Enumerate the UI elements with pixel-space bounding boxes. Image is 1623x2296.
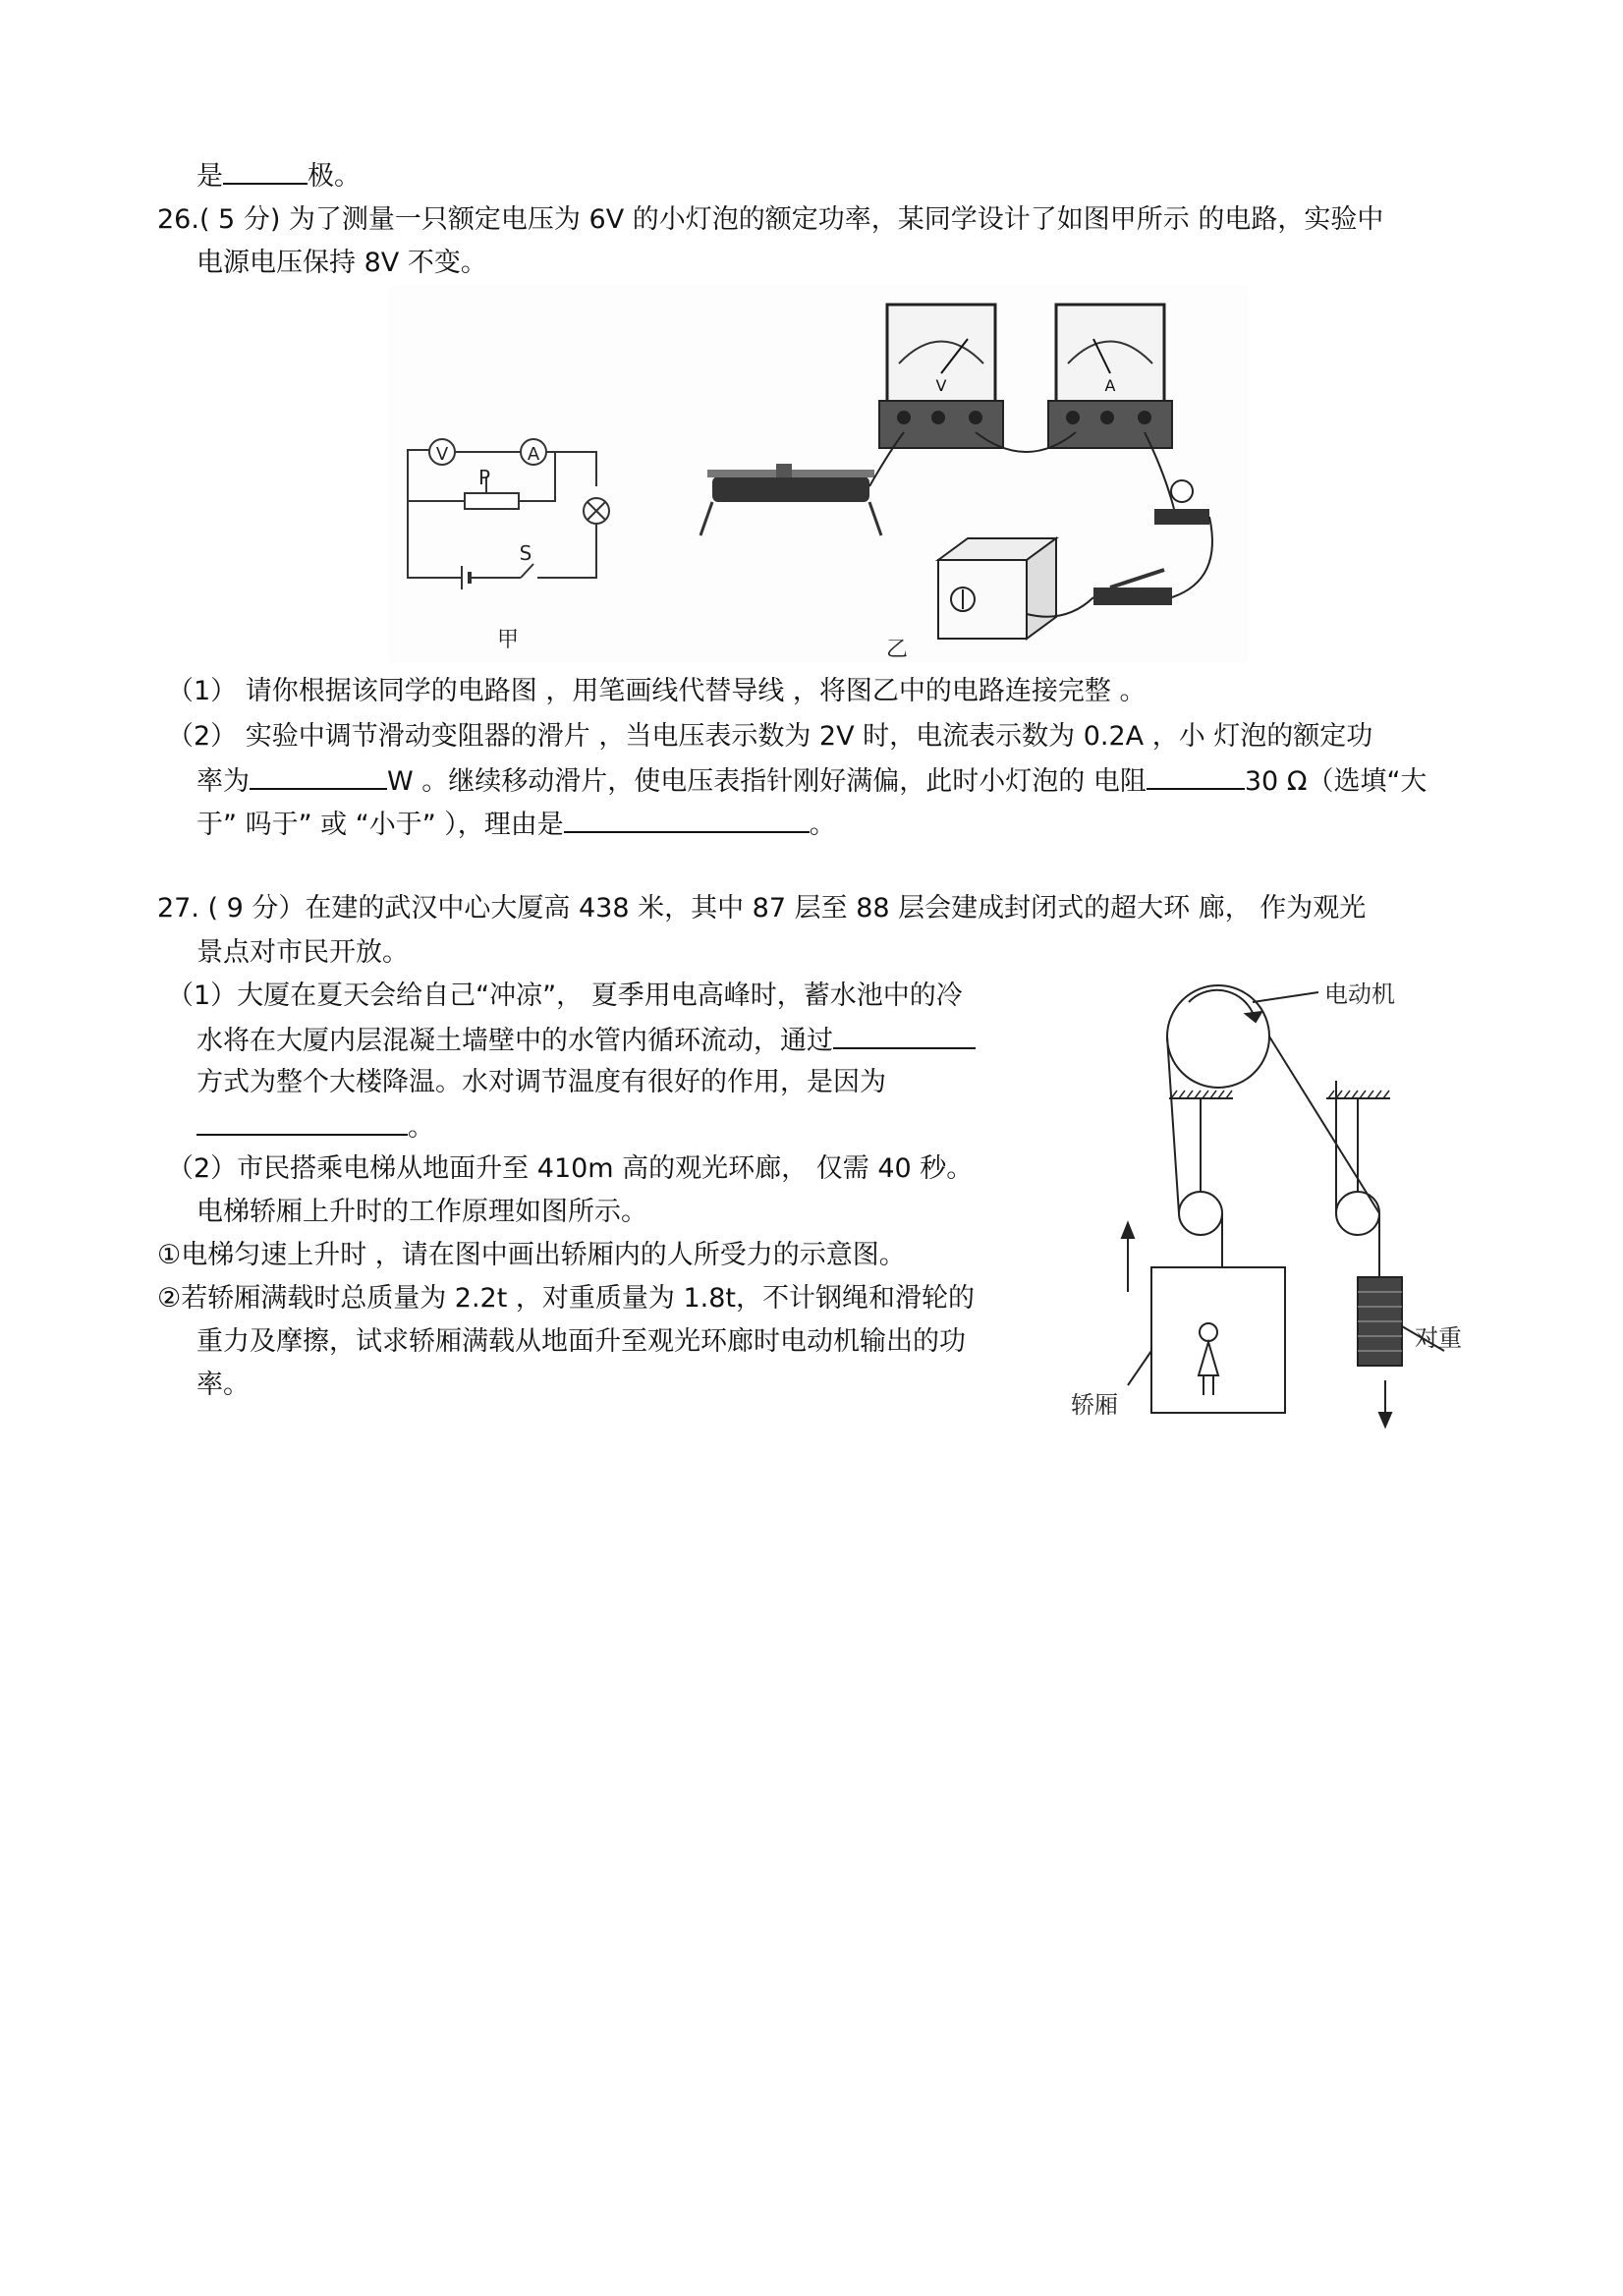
ammeter-symbol-label: A	[527, 444, 540, 465]
q26-p2-text-b: W 。继续移动滑片，使电压表指针刚好满偏，此时小灯泡的 电阻	[387, 766, 1147, 797]
q26-stem-line2: 电源电压保持 8V 不变。	[196, 248, 487, 278]
q27-part2-line1: （2）市民搭乘电梯从地面升至 410m 高的观光环廊， 仅需 40 秒。	[167, 1153, 974, 1184]
ammeter-device	[1048, 305, 1172, 448]
q27-sub2-line1: ②若轿厢满载时总质量为 2.2t ，对重质量为 1.8t，不计钢绳和滑轮的	[157, 1283, 976, 1314]
q26-p2-text-d: 于” 吗于” 或 “小于” ），理由是	[196, 810, 564, 840]
q26-part2-line1: （2） 实验中调节滑动变阻器的滑片 ，当电压表示数为 2V 时，电流表示数为 0.2A ，小 灯泡的额定功	[167, 721, 1373, 752]
prev-suffix: 极。	[308, 161, 361, 192]
svg-text:A: A	[1104, 376, 1116, 395]
rotation-arrow	[1189, 990, 1256, 1022]
elevator-car	[1151, 1267, 1285, 1413]
cooling-method-blank[interactable]	[833, 1020, 976, 1049]
motor-wheel	[1167, 985, 1269, 1088]
switch-label: S	[519, 541, 532, 565]
q26-figure-svg	[388, 285, 1248, 663]
q26-part2-line2	[196, 760, 1427, 802]
power-supply-device	[938, 538, 1056, 639]
right-pulley	[1336, 1192, 1379, 1235]
motor-label: 电动机	[1324, 980, 1395, 1008]
q26-p2-text-c: 30 Ω（选填“大	[1244, 766, 1427, 797]
q27-stem-line2: 景点对市民开放。	[196, 937, 409, 968]
q27-sub1: ①电梯匀速上升时 ，请在图中画出轿厢内的人所受力的示意图。	[157, 1240, 906, 1270]
prev-answer-line	[196, 155, 361, 196]
figure-jia-label: 甲	[496, 628, 520, 652]
pole-blank[interactable]	[223, 155, 308, 185]
car-pointer	[1128, 1351, 1151, 1385]
motor-pointer	[1253, 992, 1318, 1002]
q27-stem-line1: 27. ( 9 分）在建的武汉中心大厦高 438 米，其中 87 层至 88 层会建成封闭式的超大环 廊， 作为观光	[157, 893, 1367, 924]
q26-figure	[388, 285, 1248, 663]
q26-p2-text-e: 。	[809, 810, 836, 840]
q27-p1-text-a: 水将在大厦内层混凝土墙壁中的水管内循环流动，通过	[196, 1026, 833, 1056]
reason-blank[interactable]	[564, 804, 810, 833]
q26-part1: （1） 请你根据该同学的电路图 ，用笔画线代替导线 ，将图乙中的电路连接完整 。	[167, 676, 1147, 706]
q27-sub2-line2: 重力及摩擦，试求轿厢满载从地面升至观光环廊时电动机输出的功	[196, 1326, 966, 1357]
left-pulley	[1179, 1192, 1222, 1235]
prev-prefix: 是	[196, 161, 223, 192]
resistance-compare-blank[interactable]	[1147, 760, 1245, 790]
voltmeter-device	[879, 305, 1003, 448]
rated-power-blank[interactable]	[250, 760, 387, 790]
q27-part1-line2	[196, 1020, 976, 1061]
q27-sub2-line3: 率。	[196, 1370, 250, 1400]
q26-stem-line1: 26.( 5 分) 为了测量一只额定电压为 6V 的小灯泡的额定功率，某同学设计了如图甲所示 的电路，实验中	[157, 204, 1384, 235]
slider-label: P	[477, 466, 491, 489]
voltmeter-symbol-label: V	[435, 444, 449, 465]
q27-p1-text-b: 。	[408, 1112, 434, 1143]
elevator-diagram	[1061, 963, 1483, 1434]
q27-part1-line4	[196, 1106, 434, 1148]
counterweight-label: 对重	[1415, 1324, 1462, 1352]
q27-figure	[1061, 963, 1483, 1434]
svg-text:V: V	[935, 376, 947, 395]
q26-p2-text-a: 率为	[196, 766, 250, 797]
q27-part1-line1: （1）大厦在夏天会给自己“冲凉”， 夏季用电高峰时，蓄水池中的冷	[167, 980, 963, 1011]
q27-part2-line2: 电梯轿厢上升时的工作原理如图所示。	[196, 1197, 647, 1227]
figure-yi-label: 乙	[885, 638, 909, 662]
car-label: 轿厢	[1071, 1391, 1118, 1419]
water-reason-blank[interactable]	[196, 1106, 408, 1136]
q27-part1-line3: 方式为整个大楼降温。水对调节温度有很好的作用，是因为	[196, 1067, 886, 1097]
q26-part2-line3	[196, 804, 836, 845]
